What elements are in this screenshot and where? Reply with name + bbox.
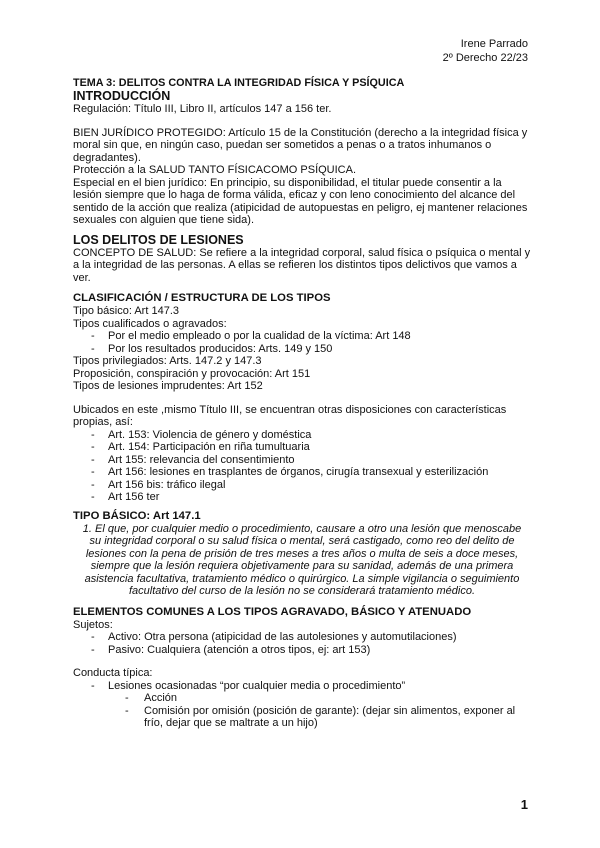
conducta-sublist [73, 692, 531, 730]
intro-heading: INTRODUCCIÓN [73, 89, 171, 103]
course-label: 2º Derecho 22/23 [442, 52, 528, 64]
list-item: - Art 156 bis: tráfico ilegal [73, 479, 531, 492]
list-item: - Art 155: relevancia del consentimiento [73, 454, 531, 467]
list-item: - Art. 154: Participación en riña tumultuaria [73, 441, 531, 454]
conducta-list [73, 680, 531, 693]
list-item: - Acción [73, 692, 531, 705]
tema-title: TEMA 3: DELITOS CONTRA LA INTEGRIDAD FÍSICA Y PSÍQUICA [73, 77, 405, 89]
list-item: - Por los resultados producidos: Arts. 149 y 150 [73, 343, 531, 356]
page-header [443, 37, 528, 65]
list-item: - Pasivo: Cualquiera (atención a otros tipos, ej: art 153) [73, 644, 531, 657]
sujetos-label: Sujetos: [73, 618, 113, 631]
regulacion-text: Regulación: Título III, Libro II, artículos 147 a 156 ter. [73, 103, 332, 115]
bien-juridico-text: BIEN JURÍDICO PROTEGIDO: Artículo 15 de la Constitución (derecho a la integridad física y moral sin que, en ningún caso, puedan ser sometidos a penas o a tratos inhumanos o degradantes). [73, 126, 528, 164]
article-147-quote: 1. El que, por cualquier medio o procedimiento, causare a otro una lesión que menoscabe su integridad corporal o su salud física o mental, será castigado, como reo del delito de lesiones con la pena de prisión de tres meses a tres años o multa de seis a doce meses, siempre que la lesión requiera objetivamente para su sanidad, además de una primera asistencia facultativa, tratamiento médico o quirúrgico. La simple vigilancia o seguimiento facultativo del curso de la lesión no se considerará tratamiento médico. [82, 522, 522, 597]
especial-text: Especial en el bien jurídico: En principio, su disponibilidad, el titular puede consentir a la lesión siempre que lo haga de forma válida, eficaz y con leno conocimiento del alcance del sentido de la acción que realiza (atipicidad de autopuestas en peligro, ej mantener relaciones sexuales con alguien que tiene sida). [73, 176, 528, 226]
list-item: - Comisión por omisión (posición de garante): (dejar sin alimentos, exponer al frío, dejar que se maltrate a un hijo) [73, 705, 531, 730]
imprudentes-line: Tipos de lesiones imprudentes: Art 152 [73, 380, 263, 392]
conducta-label: Conducta típica: [73, 667, 153, 679]
document-body [73, 77, 531, 730]
proteccion-text: Protección a la SALUD TANTO FÍSICACOMO PSÍQUICA. [73, 164, 357, 176]
concepto-salud-text: CONCEPTO DE SALUD: Se refiere a la integridad corporal, salud física o psíquica o mental y a la integridad de las personas. A ellas se refieren los distintos tipos delictivos que vamos a ver. [73, 246, 531, 284]
page-number: 1 [520, 797, 528, 812]
list-item: - Activo: Otra persona (atipicidad de las autolesiones y automutilaciones) [73, 631, 531, 644]
ubicados-text: Ubicados en este ,mismo Título III, se encuentran otras disposiciones con características propias, así: [73, 403, 507, 428]
clasificacion-heading: CLASIFICACIÓN / ESTRUCTURA DE LOS TIPOS [73, 292, 331, 304]
ubicados-list [73, 429, 531, 504]
cualificados-list [73, 330, 531, 355]
list-item: - Art 156: lesiones en trasplantes de órganos, cirugía transexual y esterilización [73, 466, 531, 479]
elementos-heading: ELEMENTOS COMUNES A LOS TIPOS AGRAVADO, BÁSICO Y ATENUADO [73, 605, 472, 618]
list-item: - Por el medio empleado o por la cualidad de la víctima: Art 148 [73, 330, 531, 343]
tipo-basico-line: Tipo básico: Art 147.3 [73, 305, 179, 317]
list-item: - Art. 153: Violencia de género y doméstica [73, 429, 531, 442]
list-item: - Lesiones ocasionadas “por cualquier media o procedimiento” [73, 680, 531, 693]
cualificados-line: Tipos cualificados o agravados: [73, 317, 227, 330]
lesiones-heading: LOS DELITOS DE LESIONES [73, 232, 244, 247]
sujetos-list [73, 631, 531, 656]
list-item: - Art 156 ter [73, 491, 531, 504]
proposicion-line: Proposición, conspiración y provocación: Art 151 [73, 367, 311, 380]
author-name: Irene Parrado [460, 38, 528, 50]
tipo-basico-heading: TIPO BÁSICO: Art 147.1 [73, 509, 201, 522]
privilegiados-line: Tipos privilegiados: Arts. 147.2 y 147.3 [73, 355, 262, 367]
